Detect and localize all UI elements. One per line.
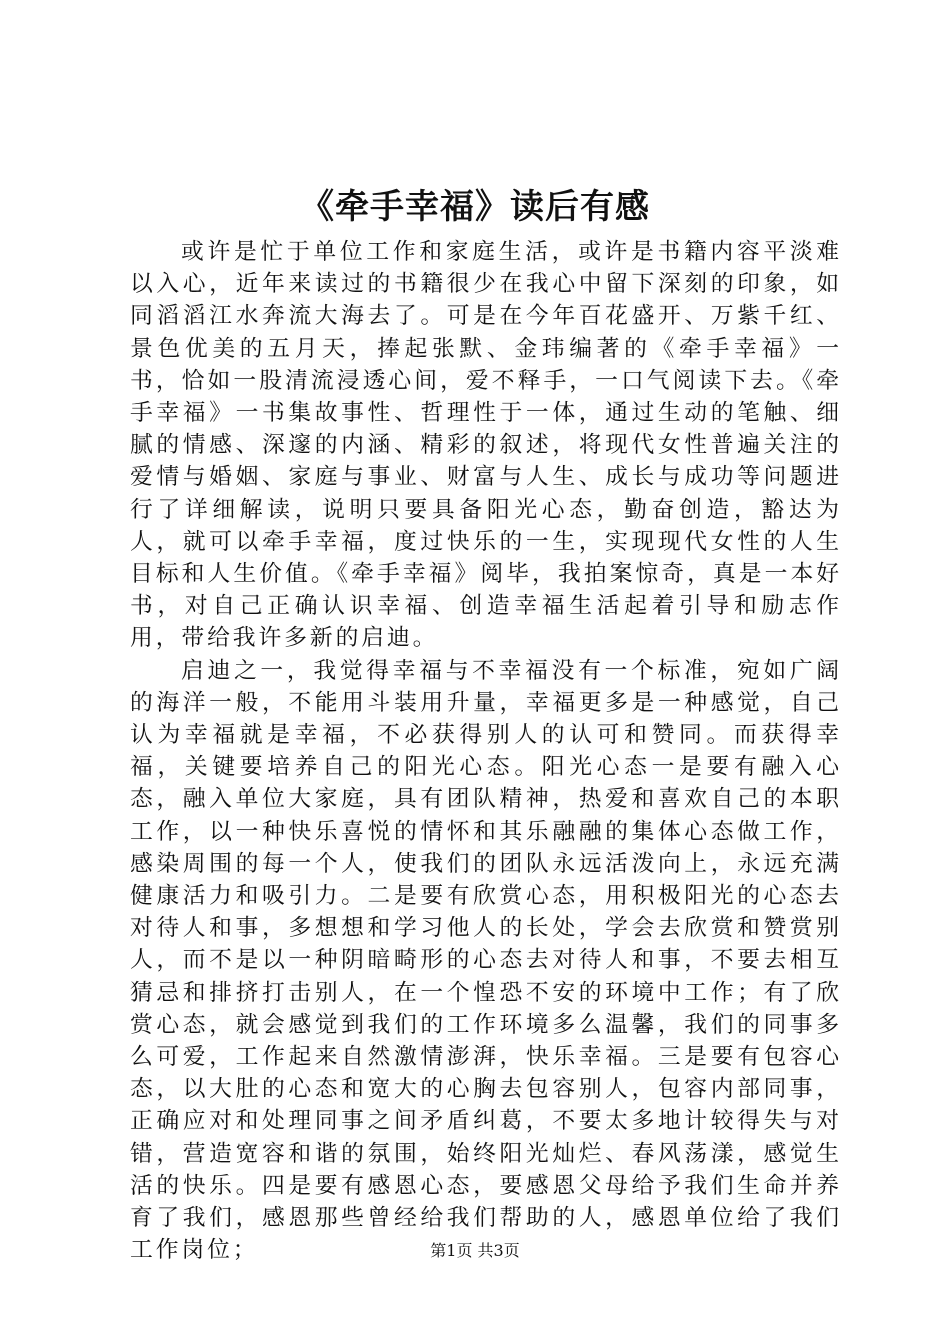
document-title: 《牵手幸福》读后有感 — [300, 187, 650, 227]
paragraph-2: 启迪之一，我觉得幸福与不幸福没有一个标准，宛如广阔的海洋一般，不能用斗装用升量，幸福更多是一种感觉，自己认为幸福就是幸福，不必获得别人的认可和赞同。而获得幸福，关键要培养自己的阳光心态。阳光心态一是要有融入心态，融入单位大家庭，具有团队精神，热爱和喜欢自己的本职工作，以一种快乐喜悦的情怀和其乐融融的集体心态做工作，感染周围的每一个人，使我们的团队永远活泼向上，永远充满健康活力和吸引力。二是要有欣赏心态，用积极阳光的心态去对待人和事，多想想和学习他人的长处，学会去欣赏和赞赏别人，而不是以一种阴暗畸形的心态去对待人和事，不要去相互猜忌和排挤打击别人，在一个惶恐不安的环境中工作；有了欣赏心态，就会感觉到我们的工作环境多么温馨，我们的同事多么可爱，工作起来自然激情澎湃，快乐幸福。三是要有包容心态，以大肚的心态和宽大的心胸去包容别人，包容内部同事，正确应对和处理同事之间矛盾纠葛，不要太多地计较得失与对错，营造宽容和谐的氛围，始终阳光灿烂、春风荡漾，感觉生活的快乐。四是要有感恩心态，要感恩父母给予我们生命并养育了我们，感恩那些曾经给我们帮助的人，感恩单位给了我们工作岗位； — [130, 657, 842, 1264]
document-body — [130, 236, 842, 1267]
paragraph-1: 或许是忙于单位工作和家庭生活，或许是书籍内容平淡难以入心，近年来读过的书籍很少在我心中留下深刻的印象，如同滔滔江水奔流大海去了。可是在今年百花盛开、万紫千红、景色优美的五月天，捧起张默、金玮编著的《牵手幸福》一书，恰如一股清流浸透心间，爱不释手，一口气阅读下去。《牵手幸福》一书集故事性、哲理性于一体，通过生动的笔触、细腻的情感、深邃的内涵、精彩的叙述，将现代女性普遍关注的爱情与婚姻、家庭与事业、财富与人生、成长与成功等问题进行了详细解读，说明只要具备阳光心态，勤奋创造，豁达为人，就可以牵手幸福，度过快乐的一生，实现现代女性的人生目标和人生价值。《牵手幸福》阅毕，我拍案惊奇，真是一本好书，对自己正确认识幸福、创造幸福生活起着引导和励志作用，带给我许多新的启迪。 — [130, 239, 842, 652]
page-number-footer: 第1页 共3页 — [430, 1241, 520, 1260]
